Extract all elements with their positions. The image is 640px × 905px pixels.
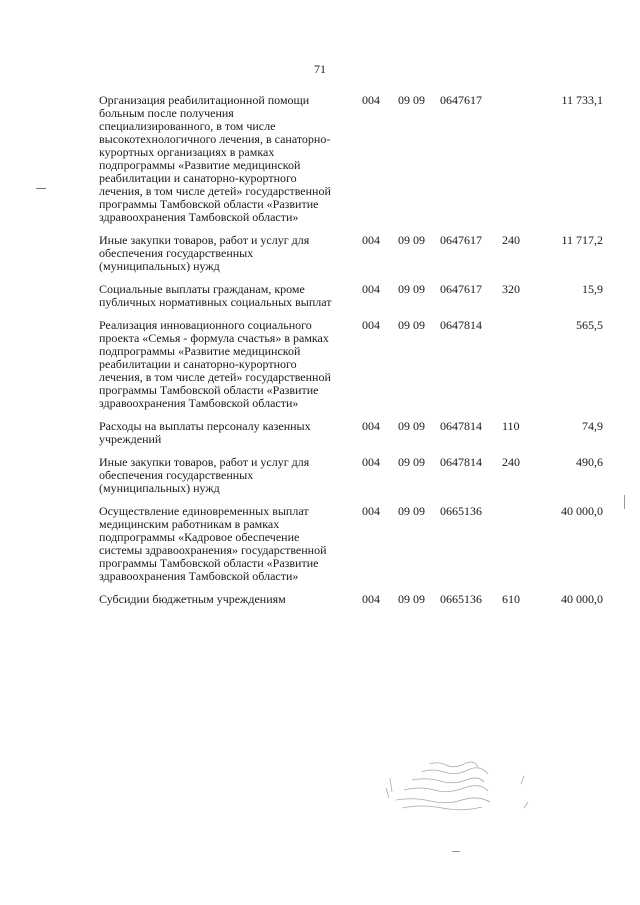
ministry-code: 004 [362, 233, 380, 247]
table-row [99, 319, 609, 410]
row-description: Субсидии бюджетным учреждениям [99, 592, 286, 606]
row-description: Реализация инновационного социального проекта «Семья - формула счастья» в рамках подпрограммы «Развитие медицинской реабилитации и санаторно-курортного лечения, в том числе детей» государственной программы Тамбовской области «Развитие здравоохранения Тамбовской области» [99, 318, 331, 410]
amount: 74,9 [582, 419, 603, 433]
amount: 565,5 [576, 318, 603, 332]
table-row [99, 234, 609, 273]
ministry-code: 004 [362, 592, 380, 606]
section-code: 09 09 [398, 93, 425, 107]
amount: 15,9 [582, 282, 603, 296]
row-description: Организация реабилитационной помощи больным после получения специализированного, в том числе высокотехнологичного лечения, в санаторно-курортных организациях в рамках подпрограммы «Развитие медицинской реабилитации и санаторно-курортного лечения, в том числе детей» государственной программы Тамбовской области «Развитие здравоохранения Тамбовской области» [99, 93, 331, 224]
target-code: 0647814 [440, 318, 482, 332]
section-code: 09 09 [398, 504, 425, 518]
target-code: 0647814 [440, 419, 482, 433]
target-code: 0647814 [440, 455, 482, 469]
expense-type-code: 320 [502, 282, 520, 296]
table-row [99, 283, 609, 309]
expense-type-code: 240 [502, 455, 520, 469]
section-code: 09 09 [398, 318, 425, 332]
table-row [99, 456, 609, 495]
ministry-code: 004 [362, 282, 380, 296]
section-code: 09 09 [398, 233, 425, 247]
expense-type-code: 240 [502, 233, 520, 247]
margin-mark-left [36, 188, 46, 189]
section-code: 09 09 [398, 419, 425, 433]
target-code: 0647617 [440, 93, 482, 107]
amount: 490,6 [576, 455, 603, 469]
budget-table [99, 94, 609, 606]
table-row [99, 593, 609, 606]
expense-type-code: 110 [502, 419, 520, 433]
amount: 11 733,1 [561, 93, 603, 107]
amount: 11 717,2 [561, 233, 603, 247]
row-description: Расходы на выплаты персоналу казенных учреждений [99, 419, 311, 446]
section-code: 09 09 [398, 592, 425, 606]
target-code: 0647617 [440, 282, 482, 296]
expense-type-code: 610 [502, 592, 520, 606]
table-row [99, 420, 609, 446]
section-code: 09 09 [398, 455, 425, 469]
target-code: 0665136 [440, 592, 482, 606]
ministry-code: 004 [362, 93, 380, 107]
amount: 40 000,0 [561, 504, 603, 518]
ministry-code: 004 [362, 318, 380, 332]
ministry-code: 004 [362, 504, 380, 518]
page-number: 71 [314, 62, 326, 76]
section-code: 09 09 [398, 282, 425, 296]
faded-stamp-signature [382, 758, 532, 818]
margin-mark-bottom [452, 851, 460, 852]
row-description: Иные закупки товаров, работ и услуг для обеспечения государственных (муниципальных) нужд [99, 455, 310, 495]
target-code: 0665136 [440, 504, 482, 518]
row-description: Иные закупки товаров, работ и услуг для обеспечения государственных (муниципальных) нужд [99, 233, 310, 273]
table-row [99, 505, 609, 583]
row-description: Осуществление единовременных выплат медицинским работникам в рамках подпрограммы «Кадровое обеспечение системы здравоохранения» государственной программы Тамбовской области «Развитие здравоохранения Тамбовской области» [99, 504, 327, 583]
target-code: 0647617 [440, 233, 482, 247]
row-description: Социальные выплаты гражданам, кроме публичных нормативных социальных выплат [99, 282, 332, 309]
margin-mark-right [624, 495, 625, 509]
ministry-code: 004 [362, 419, 380, 433]
table-row [99, 94, 609, 224]
ministry-code: 004 [362, 455, 380, 469]
amount: 40 000,0 [561, 592, 603, 606]
